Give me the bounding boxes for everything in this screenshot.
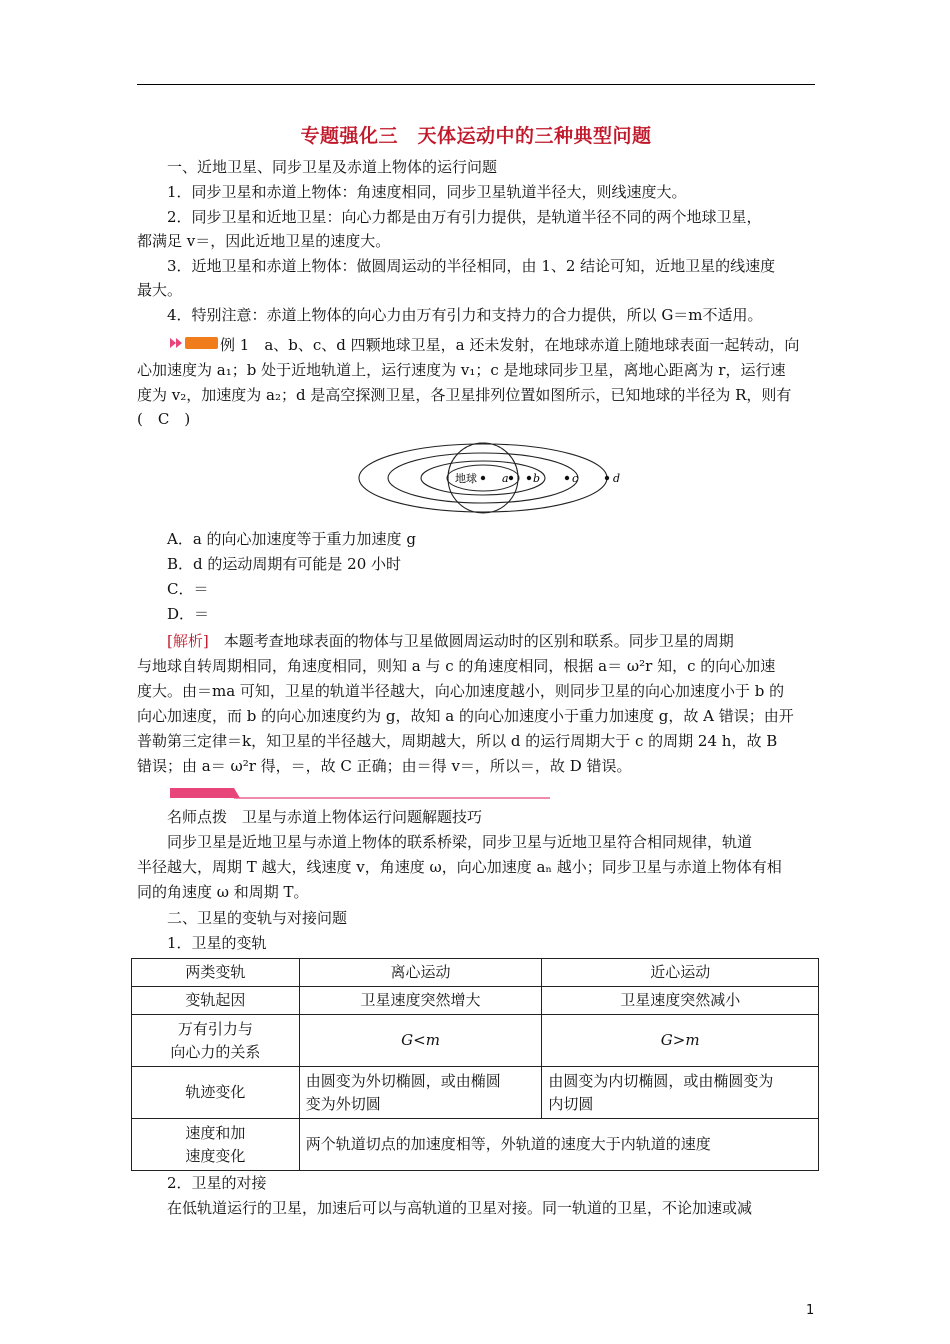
page-number: 1 xyxy=(806,1303,815,1318)
table-cell: 两类变轨 xyxy=(132,959,300,987)
tips-heading: 名师点拨 卫星与赤道上物体运行问题解题技巧 xyxy=(167,808,483,826)
table-cell: 轨迹变化 xyxy=(132,1067,300,1119)
table-cell: G>m xyxy=(542,1015,819,1067)
table-cell: 万有引力与 向心力的关系 xyxy=(132,1015,300,1067)
header-rule xyxy=(137,84,815,85)
analysis-line3: 度大。由＝ma 可知，卫星的轨道半径越大，向心加速度越小，则同步卫星的向心加速度小于 b 的 xyxy=(137,682,785,700)
table-cell: 两个轨道切点的加速度相等，外轨道的速度大于内轨道的速度 xyxy=(299,1119,818,1171)
table-row xyxy=(132,1067,819,1119)
earth-center xyxy=(481,476,485,480)
analysis-line6: 错误；由 a＝ ω²r 得，＝，故 C 正确；由＝得 v＝，所以＝，故 D 错误。 xyxy=(137,757,632,775)
table-cell: 速度和加 速度变化 xyxy=(132,1119,300,1171)
table-cell: 由圆变为内切椭圆，或由椭圆变为 内切圆 xyxy=(542,1067,819,1119)
para-3a: 3．近地卫星和赤道上物体：做圆周运动的半径相同，由 1、2 结论可知，近地卫星的线速度 xyxy=(167,257,776,275)
orbit-change-table xyxy=(131,958,819,1171)
table-cell: G<m xyxy=(299,1015,542,1067)
table-row xyxy=(132,959,819,987)
table-cell: 近心运动 xyxy=(542,959,819,987)
example-line1 xyxy=(170,333,815,358)
table-row xyxy=(132,1119,819,1171)
sat-c-dot xyxy=(565,476,569,480)
tips-line1: 同步卫星是近地卫星与赤道上物体的联系桥梁，同步卫星与近地卫星符合相同规律，轨道 xyxy=(167,833,753,851)
tips-line2: 半径越大，周期 T 越大，线速度 v，角速度 ω，向心加速度 aₙ 越小；同步卫星与赤道上物体有相 xyxy=(137,858,782,876)
analysis-tag: [解析] xyxy=(167,632,209,650)
sat-a-dot xyxy=(509,476,513,480)
last-line: 在低轨道运行的卫星，加速后可以与高轨道的卫星对接。同一轨道的卫星，不论加速或减 xyxy=(167,1199,753,1217)
tips-line3: 同的角速度 ω 和周期 T。 xyxy=(137,883,309,901)
option-a: A．a 的向心加速度等于重力加速度 g xyxy=(167,530,416,548)
example-line3: 度为 v₂，加速度为 a₂；d 是高空探测卫星，各卫星排列位置如图所示，已知地球的半径为 R，则有 xyxy=(137,386,792,404)
tips-banner xyxy=(170,786,550,800)
para-1: 1．同步卫星和赤道上物体：角速度相同，同步卫星轨道半径大，则线速度大。 xyxy=(167,183,687,201)
table-cell: 离心运动 xyxy=(299,959,542,987)
table-cell: 卫星速度突然减小 xyxy=(542,987,819,1015)
sat-a-label: a xyxy=(502,472,509,485)
sat-b-label: b xyxy=(533,472,541,485)
para-2a: 2．同步卫星和近地卫星：向心力都是由万有引力提供，是轨道半径不同的两个地球卫星， xyxy=(167,208,762,226)
section1-heading: 一、近地卫星、同步卫星及赤道上物体的运行问题 xyxy=(167,158,498,176)
page-title: 专题强化三 天体运动中的三种典型问题 xyxy=(300,125,652,147)
example-line2: 心加速度为 a₁；b 处于近地轨道上，运行速度为 v₁；c 是地球同步卫星，离地心距离为 r，运行速 xyxy=(137,361,786,379)
section2-heading: 二、卫星的变轨与对接问题 xyxy=(167,909,348,927)
option-b: B．d 的运动周期有可能是 20 小时 xyxy=(167,555,402,573)
sat-d-dot xyxy=(605,476,609,480)
sat-c-label: c xyxy=(572,472,579,485)
sat-b-dot xyxy=(527,476,531,480)
table-cell: 由圆变为外切椭圆，或由椭圆 变为外切圆 xyxy=(299,1067,542,1119)
option-c: C．＝ xyxy=(167,580,209,598)
option-d: D．＝ xyxy=(167,605,210,623)
section2-sub1: 1．卫星的变轨 xyxy=(167,934,267,952)
orbit-figure xyxy=(355,438,645,538)
table-cell: 卫星速度突然增大 xyxy=(299,987,542,1015)
para-2b: 都满足 v＝，因此近地卫星的速度大。 xyxy=(137,232,391,250)
analysis-line2: 与地球自转周期相同，角速度相同，则知 a 与 c 的角速度相同，根据 a＝ ω²r 知，c 的向心加速 xyxy=(137,657,776,675)
example-text-1: a、b、c、d 四颗地球卫星，a 还未发射，在地球赤道上随地球表面一起转动，向 xyxy=(264,336,800,354)
sat-d-label: d xyxy=(613,472,621,485)
table-cell: 变轨起因 xyxy=(132,987,300,1015)
example-label: 例 1 xyxy=(220,336,250,354)
para-4: 4．特别注意：赤道上物体的向心力由万有引力和支持力的合力提供，所以 G＝m不适用。 xyxy=(167,306,763,324)
table-row xyxy=(132,1015,819,1067)
analysis-line5: 普勒第三定律＝k，知卫星的半径越大，周期越大，所以 d 的运行周期大于 c 的周期 24 h，故 B xyxy=(137,732,778,750)
example-answer: ( C ) xyxy=(137,410,191,428)
analysis-text-1: 本题考查地球表面的物体与卫星做圆周运动时的区别和联系。同步卫星的周期 xyxy=(208,632,734,650)
earth-label: 地球 xyxy=(455,472,477,485)
table-row xyxy=(132,987,819,1015)
section2-sub2: 2．卫星的对接 xyxy=(167,1174,267,1192)
example-arrow-icon xyxy=(170,334,220,359)
para-3b: 最大。 xyxy=(137,281,183,299)
analysis-line1 xyxy=(137,629,815,654)
analysis-line4: 向心加速度，而 b 的向心加速度约为 g，故知 a 的向心加速度小于重力加速度 g，故 A 错误；由开 xyxy=(137,707,794,725)
